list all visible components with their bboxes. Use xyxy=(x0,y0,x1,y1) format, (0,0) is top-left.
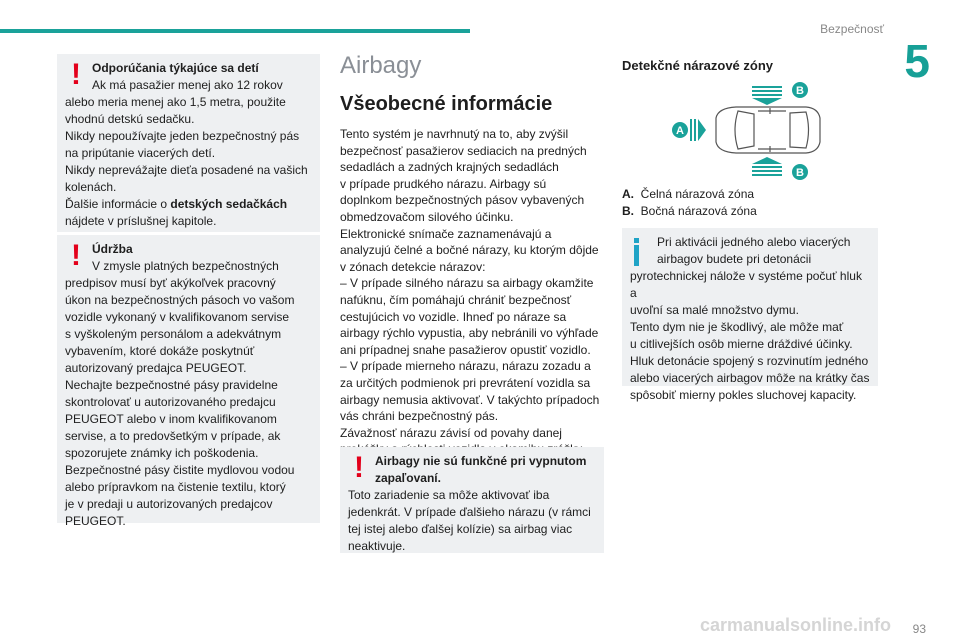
text-line: v zónach detekcie nárazov: xyxy=(340,259,486,274)
box-line: airbagov budete pri detonácii xyxy=(657,252,812,266)
box-line: predpisov musí byť akýkoľvek pracovný xyxy=(65,276,276,290)
box-title: Airbagy nie sú funkčné pri vypnutom xyxy=(375,454,587,468)
front-impact-arrows xyxy=(690,119,706,141)
side-impact-arrows-bottom xyxy=(752,157,782,176)
box-line: kolenách. xyxy=(65,180,117,194)
chapter-number: 5 xyxy=(904,35,930,87)
text-line: obmedzovačom silového účinku. xyxy=(340,209,514,224)
box-line: neaktivuje. xyxy=(348,539,406,553)
box-line: alebo meria menej ako 1,5 metra, použite xyxy=(65,95,286,109)
text-line: Tento systém je navrhnutý na to, aby zvýšil xyxy=(340,127,569,141)
box-line: V zmysle platných bezpečnostných xyxy=(92,259,279,273)
airbag-general-text xyxy=(340,126,608,458)
box-line: uvoľní sa malé množstvo dymu. xyxy=(630,303,799,317)
legend-key: B. xyxy=(622,204,634,218)
label-b-top: B xyxy=(796,85,804,97)
legend-text: Bočná nárazová zóna xyxy=(640,204,757,218)
page-heading: Airbagy xyxy=(340,52,422,79)
car-top-view xyxy=(716,107,820,153)
text-line: airbagy rýchlo vypustia, aby nebránili vo výhľade xyxy=(340,326,599,341)
text-part: Ďalšie informácie o xyxy=(65,197,171,211)
legend-item xyxy=(622,186,757,203)
detonation-info-box xyxy=(622,228,878,402)
airbag-warning-box xyxy=(340,447,604,553)
text-line: ani prípadnej snahe pasažierov opustiť vozidlo. xyxy=(340,342,591,357)
maintenance-box xyxy=(57,235,320,528)
text-line: nafúknu, čím pomáhajú chrániť bezpečnosť xyxy=(340,292,572,307)
children-advice-box xyxy=(57,54,320,232)
text-line: Elektronické snímače zaznamenávajú a xyxy=(340,226,552,241)
section-title: Bezpečnosť xyxy=(820,22,884,36)
text-line: bezpečnosť pasažierov sediacich na predných xyxy=(340,143,587,158)
text-line: vás chráni bezpečnostný pás. xyxy=(340,409,499,424)
box-line: tej istej alebo ďalšej kolízie) sa airbag viac xyxy=(348,522,573,536)
warning-icon: ! xyxy=(71,58,81,91)
watermark: carmanualsonline.info xyxy=(700,615,892,635)
impact-zones-diagram xyxy=(666,78,826,188)
box-title: Údržba xyxy=(92,242,133,256)
box-line: je v predaji u autorizovaných predajcov xyxy=(65,497,273,511)
box-line: vozidle vykonaný v kvalifikovanom servise xyxy=(65,310,290,324)
legend-key: A. xyxy=(622,187,634,201)
text-line: – V prípade silného nárazu sa airbagy okamžite xyxy=(340,276,594,291)
box-line: PEUGEOT. xyxy=(65,514,126,528)
text-line: doplnkom bezpečnostných pásov vybavených xyxy=(340,193,585,208)
text-line: za určitých podmienok pri prevrátení vozidla sa xyxy=(340,375,591,390)
box-line: PEUGEOT alebo v inom kvalifikovanom xyxy=(65,412,277,426)
box-line: Nikdy neprevážajte dieťa posadené na vašich xyxy=(65,163,308,177)
info-icon xyxy=(634,238,639,266)
diagram-legend xyxy=(622,186,757,220)
text-line: analyzujú čelné a bočné nárazy, ku ktorým dôjde xyxy=(340,243,599,258)
box-line: Hluk detonácie spojený s rozvinutím jedného xyxy=(630,354,869,368)
text-line: Závažnosť nárazu závisí od povahy danej xyxy=(340,425,562,440)
side-impact-arrows-top xyxy=(752,86,782,105)
text-line: v prípade prudkého nárazu. Airbagy sú xyxy=(340,176,547,191)
box-line: Nikdy nepoužívajte jeden bezpečnostný pás xyxy=(65,129,300,143)
legend-item xyxy=(622,203,757,220)
box-title: zapaľovaní. xyxy=(375,471,441,485)
box-line: jedenkrát. V prípade ďalšieho nárazu (v rámci xyxy=(348,505,591,519)
box-line: s vyškoleným personálom a adekvátnym xyxy=(65,327,282,341)
section-heading: Všeobecné informácie xyxy=(340,93,553,115)
header-accent-bar xyxy=(0,29,470,33)
box-line: na pripútanie viacerých detí. xyxy=(65,146,216,160)
box-line: Bezpečnostné pásy čistite mydlovou vodou xyxy=(65,463,295,477)
legend-text: Čelná nárazová zóna xyxy=(640,187,755,201)
warning-icon: ! xyxy=(354,451,364,484)
text-line: cestujúcich vo vozidle. Ihneď po náraze sa xyxy=(340,309,567,324)
box-line: skontrolovať u autorizovaného predajcu xyxy=(65,395,276,409)
label-a: A xyxy=(676,125,684,137)
box-line: Toto zariadenie sa môže aktivovať iba xyxy=(348,488,550,502)
box-line: u citlivejších osôb mierne dráždivé účinky. xyxy=(630,337,853,351)
box-line: spôsobiť mierny pokles sluchovej kapacity. xyxy=(630,388,857,402)
text-line: sedadlách a zadných krajných sedadlách xyxy=(340,160,559,175)
text-line: airbagy nemusia aktivovať. V takýchto prípadoch xyxy=(340,392,600,407)
box-title: Odporúčania týkajúce sa detí xyxy=(92,61,259,75)
box-line: Pri aktivácii jedného alebo viacerých xyxy=(657,235,851,249)
box-line: autorizovaný predajca PEUGEOT. xyxy=(65,361,247,375)
box-line: spozorujete známky ich poškodenia. xyxy=(65,446,259,460)
box-line: nájdete v príslušnej kapitole. xyxy=(65,214,217,228)
box-line: servise, a to predovšetkým v prípade, ak xyxy=(65,429,281,443)
box-line: alebo viacerých airbagov môže na krátky čas xyxy=(630,371,870,385)
box-line: vhodnú detskú sedačku. xyxy=(65,112,195,126)
detection-zones-heading: Detekčné nárazové zóny xyxy=(622,58,774,73)
box-line: alebo prípravkom na čistenie textilu, ktorý xyxy=(65,480,286,494)
box-line: vybavením, ktoré dokáže poskytnúť xyxy=(65,344,255,358)
text-line: – V prípade mierneho nárazu, nárazu zozadu a xyxy=(340,359,591,374)
box-line: Tento dym nie je škodlivý, ale môže mať xyxy=(630,320,844,334)
text-bold-part: detských sedačkách xyxy=(170,197,288,211)
box-line: pyrotechnickej nálože v systéme počuť hluk a xyxy=(630,269,862,300)
label-b-bottom: B xyxy=(796,167,804,179)
warning-icon: ! xyxy=(71,239,81,272)
box-line-mixed xyxy=(65,196,312,213)
box-line: úkon na bezpečnostných pásoch vo vašom xyxy=(65,293,295,307)
box-line: Ak má pasažier menej ako 12 rokov xyxy=(92,78,283,92)
box-line: Nechajte bezpečnostné pásy pravidelne xyxy=(65,378,278,392)
page-number: 93 xyxy=(912,622,926,636)
